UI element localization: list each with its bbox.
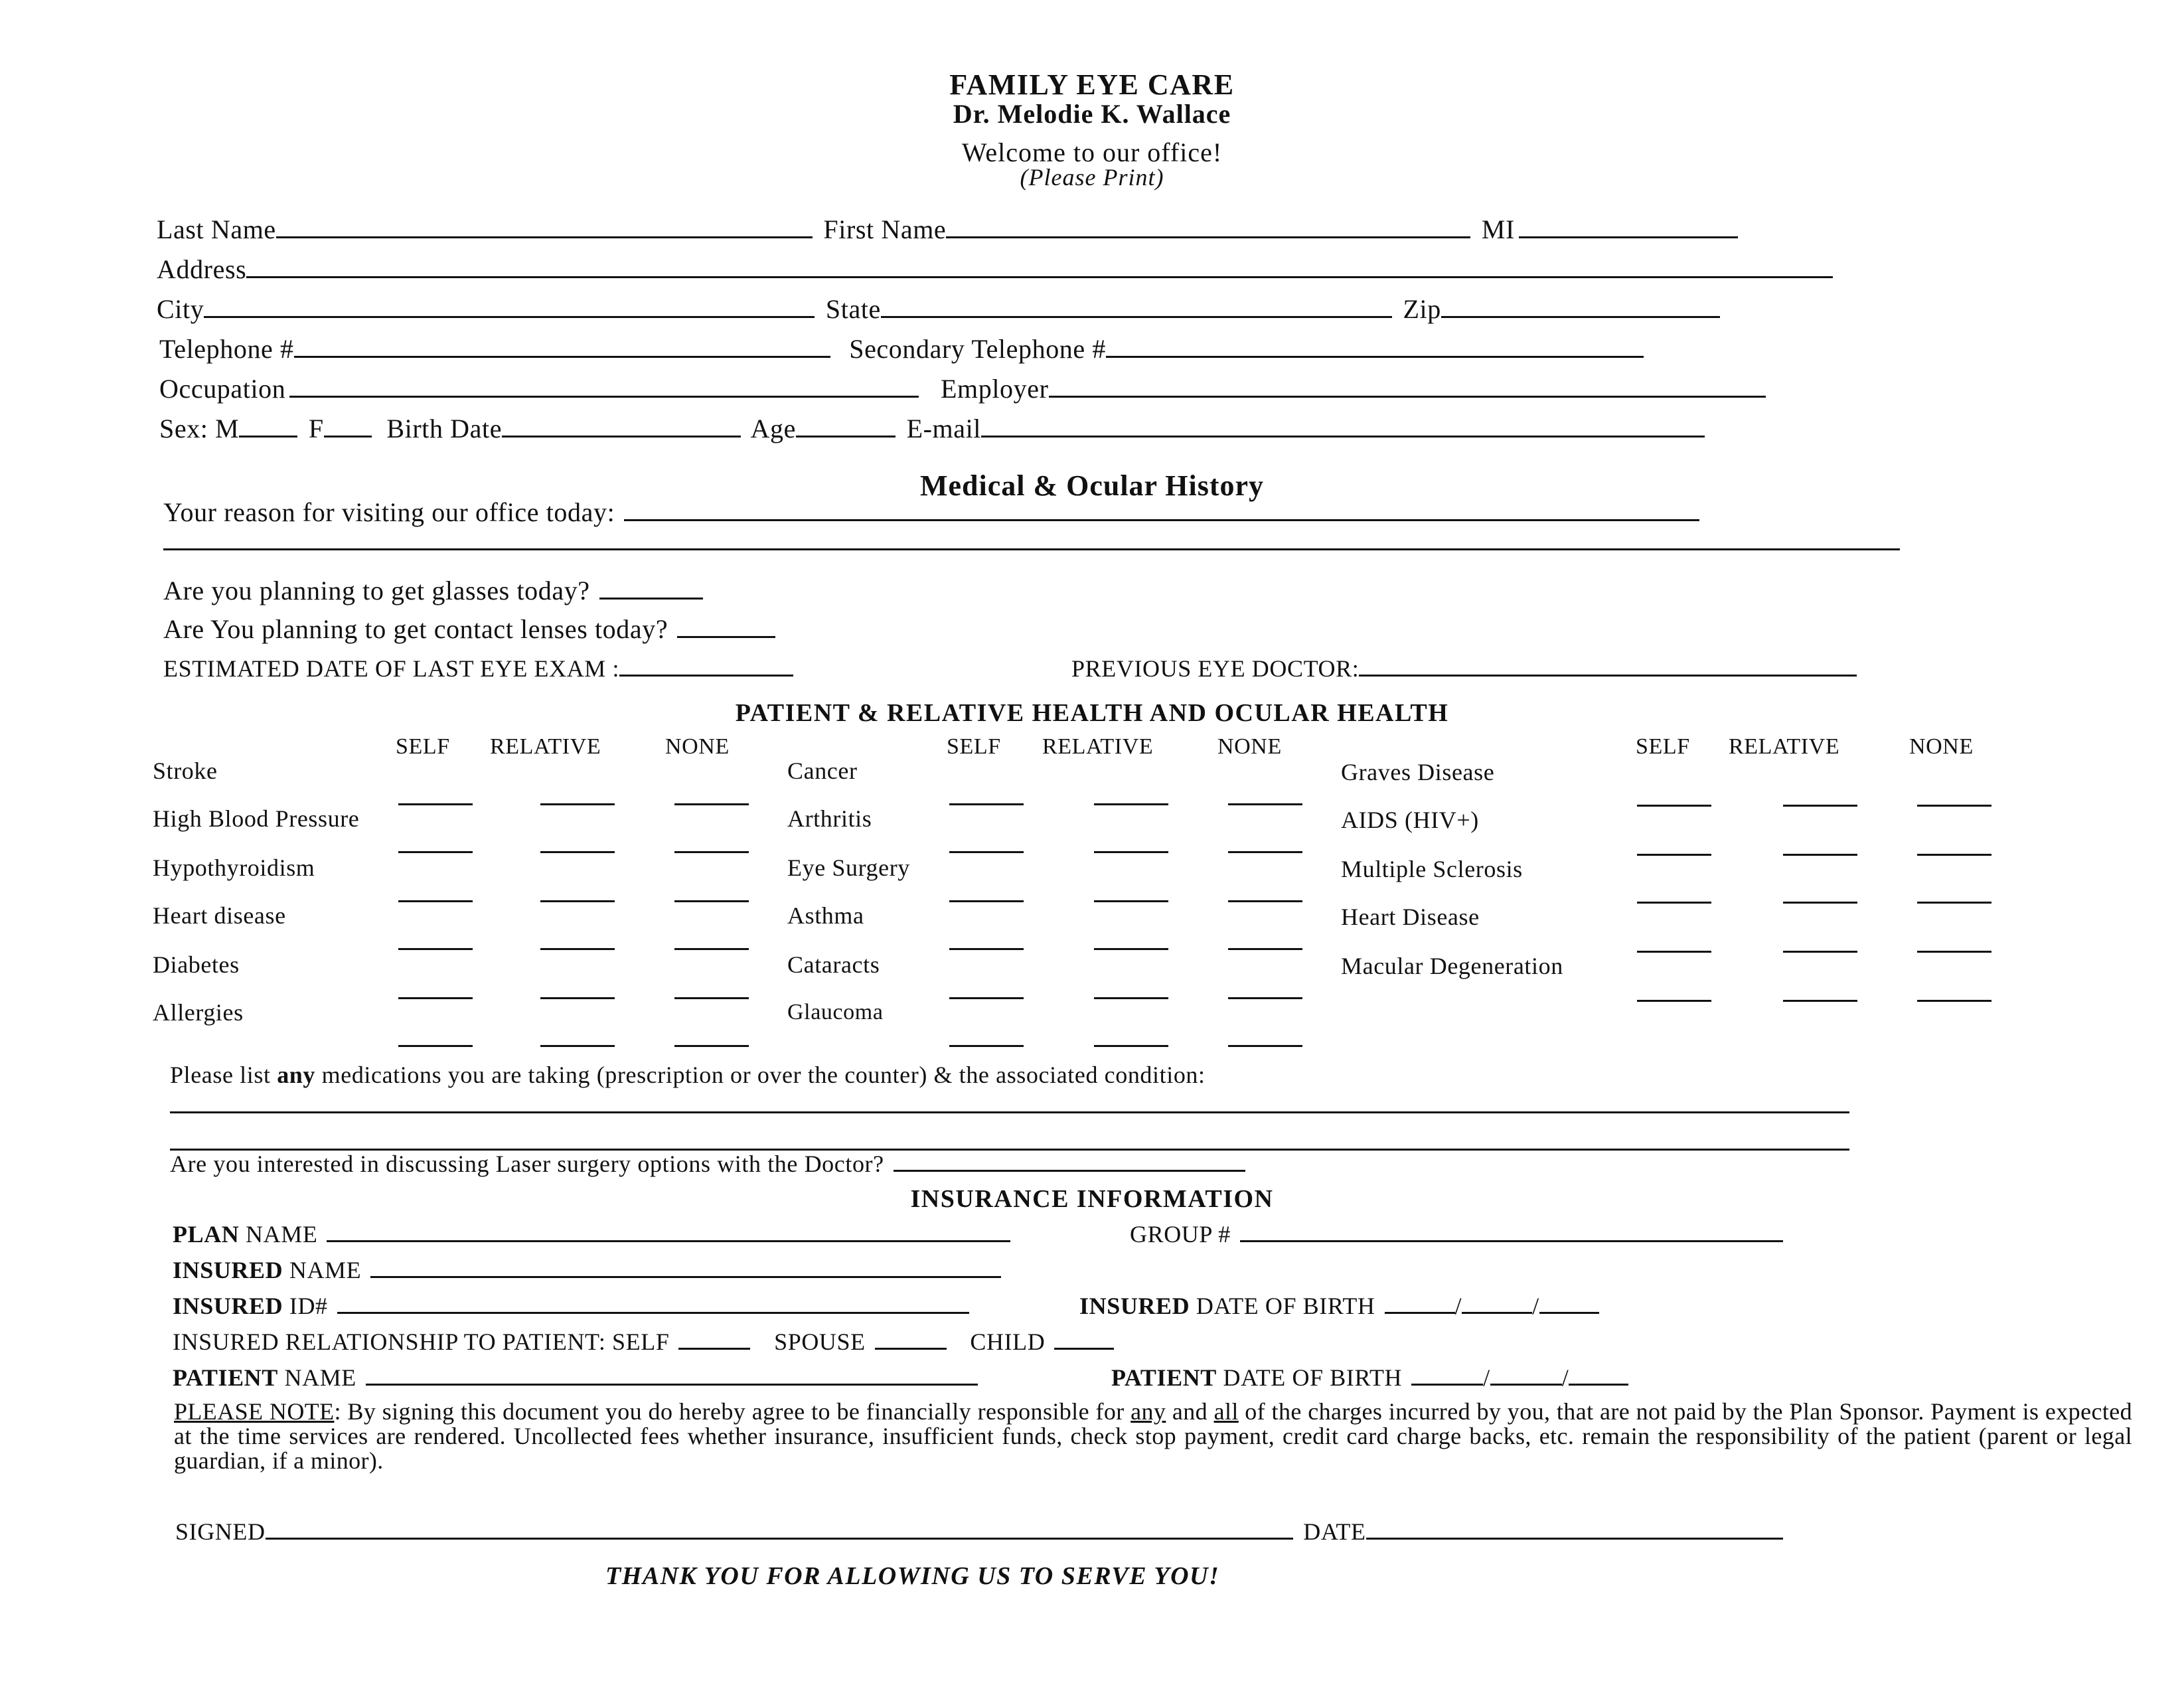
check-blank[interactable] (398, 900, 473, 902)
signature-field[interactable] (266, 1516, 1293, 1540)
check-blank[interactable] (1228, 851, 1302, 853)
check-blank[interactable] (949, 948, 1024, 950)
check-blank[interactable] (1228, 1045, 1302, 1047)
check-blank[interactable] (949, 851, 1024, 853)
laser-field[interactable] (894, 1149, 1245, 1172)
plan-row (173, 1219, 1014, 1248)
patient-label-bold: PATIENT (173, 1364, 278, 1391)
condition-label: AIDS (HIV+) (1341, 807, 1479, 833)
patient-name-label: NAME (284, 1364, 356, 1391)
patient-name-row (173, 1362, 982, 1392)
condition-label: Arthritis (787, 805, 872, 832)
notice-and: and (1172, 1398, 1208, 1425)
previous-doctor-field[interactable] (1359, 653, 1857, 677)
previous-doctor-label: PREVIOUS EYE DOCTOR: (1071, 655, 1360, 682)
relationship-spouse-field[interactable] (875, 1326, 947, 1350)
city-field[interactable] (204, 295, 815, 318)
previous-doctor-row (1071, 653, 1861, 683)
patient-dob-label: DATE OF BIRTH (1223, 1364, 1403, 1391)
check-blank[interactable] (1094, 1045, 1168, 1047)
contacts-row (163, 613, 779, 645)
check-blank[interactable] (949, 997, 1024, 999)
address-field[interactable] (246, 255, 1833, 278)
condition-label: Allergies (153, 999, 244, 1026)
patient-dob-month-field[interactable] (1411, 1362, 1483, 1386)
email-label: E-mail (906, 414, 982, 443)
birth-date-label: Birth Date (386, 414, 503, 443)
check-blank[interactable] (540, 997, 615, 999)
date-separator: / (1532, 1293, 1539, 1319)
check-blank[interactable] (949, 803, 1024, 805)
glasses-label: Are you planning to get glasses today? (163, 576, 590, 605)
check-blank[interactable] (398, 997, 473, 999)
insured-label-bold: INSURED (173, 1293, 283, 1319)
print-instruction: (Please Print) (1020, 164, 1164, 191)
birth-date-field[interactable] (502, 414, 741, 438)
telephone-row (159, 333, 1648, 364)
patient-dob-row (1111, 1362, 1632, 1392)
group-number-field[interactable] (1240, 1219, 1783, 1242)
check-blank[interactable] (1228, 900, 1302, 902)
notice-all: all (1213, 1398, 1239, 1425)
medications-suffix: medications you are taking (prescription or over the counter) & the associated condition: (321, 1062, 1206, 1088)
check-blank[interactable] (1637, 1000, 1711, 1002)
plan-label-bold: PLAN (173, 1221, 240, 1247)
state-field[interactable] (881, 295, 1392, 318)
group-row (1130, 1219, 1787, 1248)
condition-label: Hypothyroidism (153, 854, 315, 881)
plan-name-field[interactable] (327, 1219, 1010, 1242)
condition-label: Macular Degeneration (1341, 953, 1563, 979)
col-relative-header-2: RELATIVE (1042, 734, 1154, 759)
check-blank[interactable] (1917, 902, 1991, 904)
telephone-label: Telephone # (159, 334, 294, 364)
check-blank[interactable] (1783, 902, 1857, 904)
age-label: Age (750, 414, 796, 443)
check-blank[interactable] (1228, 997, 1302, 999)
relationship-self-field[interactable] (678, 1326, 750, 1350)
check-blank[interactable] (1783, 805, 1857, 807)
condition-label: Multiple Sclerosis (1341, 856, 1523, 882)
occupation-field[interactable] (289, 374, 919, 398)
condition-label: High Blood Pressure (153, 805, 360, 832)
insured-id-field[interactable] (337, 1291, 969, 1314)
check-blank[interactable] (949, 900, 1024, 902)
zip-label: Zip (1403, 294, 1441, 324)
col-relative-header-3: RELATIVE (1729, 734, 1840, 759)
insured-name-field[interactable] (370, 1255, 1001, 1278)
insured-id-row (173, 1291, 973, 1320)
health-table-title: PATIENT & RELATIVE HEALTH AND OCULAR HEALTH (735, 699, 1449, 727)
state-label: State (825, 294, 881, 324)
last-exam-field[interactable] (619, 653, 793, 677)
check-blank[interactable] (540, 803, 615, 805)
first-name-label: First Name (823, 214, 947, 244)
patient-name-field[interactable] (366, 1362, 978, 1386)
condition-label: Diabetes (153, 951, 240, 978)
employer-field[interactable] (1049, 374, 1766, 398)
last-name-field[interactable] (276, 215, 813, 238)
age-field[interactable] (796, 414, 896, 438)
col-none-header-3: NONE (1909, 734, 1974, 759)
mi-field[interactable] (1519, 215, 1738, 238)
last-exam-row (163, 653, 797, 683)
city-label: City (157, 294, 204, 324)
signature-date-field[interactable] (1366, 1516, 1783, 1540)
insured-name-row (173, 1255, 1005, 1284)
check-blank[interactable] (540, 900, 615, 902)
check-blank[interactable] (1917, 805, 1991, 807)
condition-label: Stroke (153, 758, 218, 784)
patient-dob-year-field[interactable] (1569, 1362, 1628, 1386)
medications-label (170, 1061, 1206, 1089)
check-blank[interactable] (540, 851, 615, 853)
sex-m-field[interactable] (239, 414, 297, 438)
sex-f-field[interactable] (324, 414, 372, 438)
last-name-row (157, 214, 1742, 245)
check-blank[interactable] (1228, 948, 1302, 950)
check-blank[interactable] (1094, 851, 1168, 853)
address-row (157, 254, 1837, 285)
condition-label: Glaucoma (787, 1000, 884, 1024)
check-blank[interactable] (1917, 951, 1991, 953)
clinic-title: FAMILY EYE CARE (949, 68, 1235, 101)
check-blank[interactable] (674, 1045, 749, 1047)
contacts-label: Are You planning to get contact lenses today? (163, 614, 668, 644)
address-label: Address (157, 254, 247, 284)
reason-label: Your reason for visiting our office today: (163, 497, 615, 527)
city-row (157, 293, 1724, 325)
last-exam-label: ESTIMATED DATE OF LAST EYE EXAM : (163, 655, 620, 682)
glasses-row (163, 575, 707, 606)
col-self-header-3: SELF (1636, 734, 1690, 759)
date-separator: / (1454, 1293, 1462, 1319)
contacts-field[interactable] (677, 615, 775, 638)
condition-label: Heart disease (153, 902, 286, 929)
insured-dob-label: DATE OF BIRTH (1196, 1293, 1375, 1319)
laser-row (170, 1149, 1249, 1178)
insured-dob-year-field[interactable] (1539, 1291, 1599, 1314)
insured-dob-day-field[interactable] (1462, 1291, 1532, 1314)
check-blank[interactable] (1637, 805, 1711, 807)
reason-row (163, 497, 1703, 528)
laser-label: Are you interested in discussing Laser surgery options with the Doctor? (170, 1151, 884, 1177)
signed-label: SIGNED (175, 1518, 266, 1545)
medications-prefix: Please list (170, 1062, 271, 1088)
patient-dob-day-field[interactable] (1490, 1362, 1562, 1386)
insured-id-label: ID# (289, 1293, 328, 1319)
check-blank[interactable] (1783, 1000, 1857, 1002)
medical-history-title: Medical & Ocular History (919, 469, 1265, 502)
relationship-child-field[interactable] (1054, 1326, 1114, 1350)
check-blank[interactable] (540, 948, 615, 950)
insured-name-label: NAME (289, 1257, 362, 1283)
secondary-telephone-field[interactable] (1106, 335, 1644, 358)
relationship-row (173, 1326, 1118, 1356)
occupation-label: Occupation (159, 374, 286, 404)
check-blank[interactable] (398, 948, 473, 950)
insured-dob-row (1079, 1291, 1603, 1320)
check-blank[interactable] (1094, 803, 1168, 805)
insured-dob-month-field[interactable] (1385, 1291, 1455, 1314)
condition-label: Cancer (787, 758, 858, 784)
date-separator: / (1561, 1364, 1569, 1391)
col-relative-header-1: RELATIVE (490, 734, 601, 759)
check-blank[interactable] (1637, 902, 1711, 904)
check-blank[interactable] (398, 851, 473, 853)
check-blank[interactable] (949, 1045, 1024, 1047)
patient-label-bold: PATIENT (1111, 1364, 1217, 1391)
doctor-name: Dr. Melodie K. Wallace (953, 99, 1231, 129)
signature-row (175, 1516, 1787, 1546)
check-blank[interactable] (1094, 900, 1168, 902)
last-name-label: Last Name (157, 214, 276, 244)
check-blank[interactable] (398, 1045, 473, 1047)
date-label: DATE (1303, 1518, 1366, 1545)
check-blank[interactable] (1637, 951, 1711, 953)
notice-text-2: of the charges incurred by you, that are not paid by the Plan Sponsor. Payment is expected at the time services are rendered. Uncollected fees whether insurance, insufficient funds, check stop payment, credit card charge backs, etc. remain the responsibility of the patient (parent or legal guardian, if a minor). (174, 1398, 2133, 1474)
condition-label: Eye Surgery (787, 854, 910, 881)
occupation-row (159, 373, 1770, 404)
col-self-header-2: SELF (947, 734, 1001, 759)
insured-label-bold: INSURED (1079, 1293, 1190, 1319)
check-blank[interactable] (674, 900, 749, 902)
check-blank[interactable] (1783, 854, 1857, 856)
check-blank[interactable] (1783, 951, 1857, 953)
date-separator: / (1483, 1364, 1490, 1391)
check-blank[interactable] (1094, 948, 1168, 950)
check-blank[interactable] (1917, 854, 1991, 856)
zip-field[interactable] (1441, 295, 1720, 318)
financial-notice (174, 1400, 2132, 1473)
mi-label: MI (1481, 214, 1515, 244)
plan-label: NAME (246, 1221, 318, 1247)
sex-label: Sex: M (159, 414, 240, 443)
condition-label: Cataracts (787, 951, 880, 978)
check-blank[interactable] (674, 948, 749, 950)
secondary-telephone-label: Secondary Telephone # (849, 334, 1106, 364)
check-blank[interactable] (674, 851, 749, 853)
medications-emphasis: any (277, 1062, 316, 1088)
sex-f-label: F (308, 414, 324, 443)
check-blank[interactable] (674, 803, 749, 805)
notice-text-1: : By signing this document you do hereby agree to be financially responsible for (334, 1398, 1125, 1425)
col-none-header-1: NONE (665, 734, 730, 759)
glasses-field[interactable] (599, 576, 703, 600)
reason-field[interactable] (624, 498, 1699, 521)
col-none-header-2: NONE (1217, 734, 1282, 759)
thank-you-text: THANK YOU FOR ALLOWING US TO SERVE YOU! (605, 1562, 1220, 1590)
spouse-label: SPOUSE (774, 1328, 866, 1355)
email-field[interactable] (981, 414, 1705, 438)
medications-field-line-1[interactable] (170, 1111, 1849, 1113)
col-self-header-1: SELF (396, 734, 450, 759)
check-blank[interactable] (674, 997, 749, 999)
insured-label-bold: INSURED (173, 1257, 283, 1283)
welcome-text: Welcome to our office! (961, 137, 1223, 167)
condition-label: Asthma (787, 902, 864, 929)
check-blank[interactable] (1094, 997, 1168, 999)
condition-label: Graves Disease (1341, 759, 1495, 785)
check-blank[interactable] (398, 803, 473, 805)
group-label: GROUP # (1130, 1221, 1231, 1247)
employer-label: Employer (940, 374, 1049, 404)
check-blank[interactable] (1637, 854, 1711, 856)
condition-label: Heart Disease (1341, 904, 1480, 930)
telephone-field[interactable] (294, 335, 830, 358)
check-blank[interactable] (540, 1045, 615, 1047)
sex-row (159, 413, 1709, 444)
check-blank[interactable] (1917, 1000, 1991, 1002)
first-name-field[interactable] (946, 215, 1470, 238)
reason-field-line-2[interactable] (163, 548, 1900, 550)
insurance-title: INSURANCE INFORMATION (910, 1185, 1274, 1213)
child-label: CHILD (970, 1328, 1046, 1355)
relationship-label: INSURED RELATIONSHIP TO PATIENT: SELF (173, 1328, 670, 1355)
check-blank[interactable] (1228, 803, 1302, 805)
notice-any: any (1131, 1398, 1166, 1425)
notice-label: PLEASE NOTE (174, 1398, 335, 1425)
